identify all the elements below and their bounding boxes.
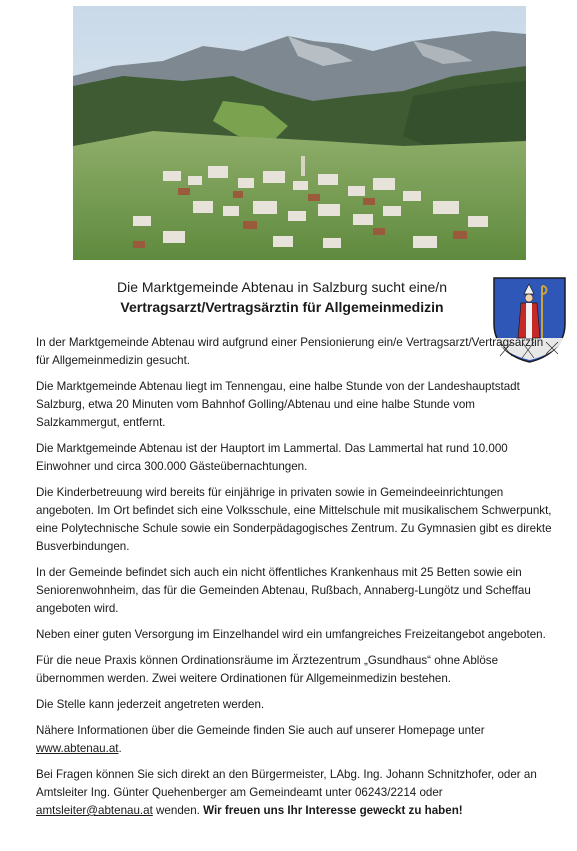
paragraph-contact — [36, 766, 556, 820]
homepage-end: . — [118, 742, 122, 755]
contact-text: Bei Fragen können Sie sich direkt an den Bürgermeister, LAbg. Ing. Johann Schnitzhofer, oder an Amtsleiter Ing. Günter Quehenberger am Gemeindeamt unter 06243/2214 oder — [36, 768, 537, 799]
paragraph-childcare: Die Kinderbetreuung wird bereits für einjährige in privaten sowie in Gemeindeeinrichtungen angeboten. Im Ort befindet sich eine Volksschule, eine Mittelschule mit musikalischem Schwerpunkt, eine Polytechnische Schule sowie ein Sonderpädagogisches Zentrum. Zu Gymnasien gibt es direkte Busverbindungen. — [36, 486, 552, 553]
body-text — [36, 334, 556, 828]
paragraph-lammertal: Die Marktgemeinde Abtenau ist der Hauptort im Lammertal. Das Lammertal hat rund 10.000 Einwohner und circa 300.000 Gästeübernachtungen. — [36, 442, 508, 473]
heading-line-1: Die Marktgemeinde Abtenau in Salzburg sucht eine/n — [117, 279, 447, 295]
paragraph-intro: In der Marktgemeinde Abtenau wird aufgrund einer Pensionierung ein/e Vertragsarzt/Vertragsärztin für Allgemeinmedizin gesucht. — [36, 336, 544, 367]
paragraph-hospital: In der Gemeinde befindet sich auch ein nicht öffentliches Krankenhaus mit 25 Betten sowie ein Seniorenwohnheim, das für die Gemeinden Abtenau, Rußbach, Annaberg-Lungötz und Scheffau angeboten wird. — [36, 566, 531, 615]
aerial-village-photo — [73, 6, 526, 260]
paragraph-shopping: Neben einer guten Versorgung im Einzelhandel wird ein umfangreiches Freizeitangebot angeboten. — [36, 628, 546, 641]
homepage-link[interactable]: www.abtenau.at — [36, 742, 119, 755]
paragraph-location: Die Marktgemeinde Abtenau liegt im Tennengau, eine halbe Stunde von der Landeshauptstadt Salzburg, etwa 20 Minuten vom Bahnhof Golling/Abtenau und eine halbe Stunde vom Salzkammergut, entfernt. — [36, 380, 520, 429]
page-heading — [72, 277, 492, 317]
contact-mid: wenden. — [152, 804, 204, 817]
paragraph-homepage — [36, 722, 556, 758]
email-link[interactable]: amtsleiter@abtenau.at — [36, 804, 153, 817]
paragraph-practice: Für die neue Praxis können Ordinationsräume im Ärztezentrum „Gsundhaus“ ohne Ablöse übernommen werden. Zwei weitere Ordinationen für Allgemeinmedizin bestehen. — [36, 654, 499, 685]
closing-statement: Wir freuen uns Ihr Interesse geweckt zu haben! — [203, 804, 463, 817]
heading-line-2: Vertragsarzt/Vertragsärztin für Allgemeinmedizin — [120, 299, 444, 315]
homepage-text: Nähere Informationen über die Gemeinde finden Sie auch auf unserer Homepage unter — [36, 724, 485, 737]
paragraph-start: Die Stelle kann jederzeit angetreten werden. — [36, 698, 265, 711]
